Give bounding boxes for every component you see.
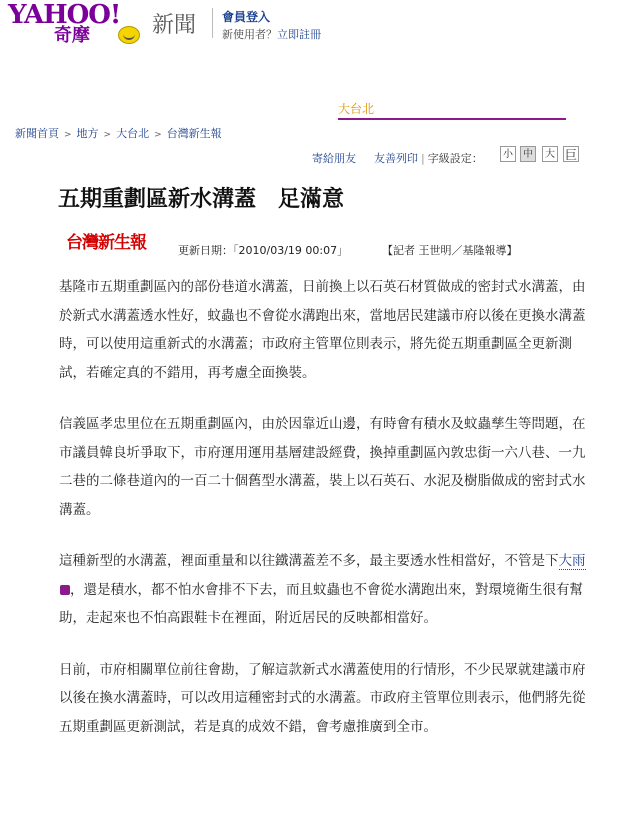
paragraph-text: 這種新型的水溝蓋，裡面重量和以往鐵溝蓋差不多，最主要透水性相當好，不管是下: [59, 553, 559, 569]
register-link[interactable]: 立即註冊: [277, 28, 321, 41]
header-divider: [212, 8, 213, 38]
breadcrumb-separator: >: [154, 130, 162, 140]
extra-large-font-button[interactable]: 巨: [564, 148, 577, 162]
keyword-link[interactable]: 大雨: [558, 553, 586, 569]
breadcrumb: [15, 125, 222, 141]
send-to-friend-link[interactable]: 寄給朋友: [312, 152, 356, 165]
login-link[interactable]: 會員登入: [222, 10, 271, 24]
region-underline: [338, 118, 566, 120]
register-prompt-text: 新使用者？: [222, 28, 277, 41]
section-name[interactable]: 新聞: [152, 13, 197, 38]
region-tab[interactable]: 大台北: [338, 102, 375, 116]
breadcrumb-source[interactable]: 台灣新生報: [166, 127, 222, 140]
font-size-large-button[interactable]: 大: [542, 146, 558, 162]
reporter-byline: 【記者 王世明／基隆報導】: [382, 244, 518, 257]
article-tools: 寄給朋友 友善列印 | 字級設定：: [312, 152, 483, 165]
breadcrumb-separator: >: [103, 130, 112, 140]
breadcrumb-separator: >: [64, 130, 72, 140]
font-size-label: 字級設定：: [427, 152, 483, 165]
updated-date: 更新日期：「2010/03/19 00:07」: [178, 244, 349, 257]
article-paragraph: 基隆市五期重劃區內的部份巷道水溝蓋，日前換上以石英石材質做成的密封式水溝蓋，由於新式水溝蓋透水性好，蚊蟲也不會從水溝跑出來，當地居民建議市府以後在更換水溝蓋時，可以使用這重新式的水溝蓋；市政府主管單位則表示，將先從五期重劃區全更新測試，若確定真的不錯用，再考慮全面換裝。: [59, 279, 586, 381]
register-prompt: [222, 26, 321, 42]
logo-subtitle: 奇摩: [54, 25, 90, 46]
logo-wordmark: YAHOO!: [8, 0, 121, 30]
source-logo: 台灣新生報: [66, 233, 146, 253]
yahoo-kimo-logo[interactable]: [8, 2, 148, 46]
article-paragraph: 信義區孝忠里位在五期重劃區內，由於因靠近山邊，有時會有積水及蚊蟲孳生等問題，在市議員韓良圻爭取下，市府運用運用基層建設經費，換掉重劃區內敦忠街一六八巷、一九二巷的二條巷道內的一百二十個舊型水溝蓋，裝上以石英石、水泥及樹脂做成的密封式水溝蓋。: [59, 416, 586, 518]
print-friendly-link[interactable]: 友善列印: [374, 152, 418, 165]
article-paragraph: [59, 547, 589, 633]
font-size-small-button[interactable]: 小: [500, 146, 516, 162]
keyword-search-icon[interactable]: [60, 585, 70, 595]
font-size-medium-button[interactable]: 中: [520, 146, 536, 162]
smiley-icon: [118, 26, 140, 44]
breadcrumb-taipei[interactable]: 大台北: [116, 127, 150, 140]
paragraph-text: ，還是積水，都不怕水會排不下去，而且蚊蟲也不會從水溝跑出來，對環境衛生很有幫助，走起來也不怕高跟鞋卡在裡面，附近居民的反映都相當好。: [59, 581, 583, 626]
breadcrumb-news-home[interactable]: 新聞首頁: [15, 127, 59, 140]
article-paragraph: 日前，市府相關單位前往會勘，了解這款新式水溝蓋使用的行情形，不少民眾就建議市府以後在換水溝蓋時，可以改用這種密封式的水溝蓋。市政府主管單位則表示，他們將先從五期重劃區更新測試，若是真的成效不錯，會考慮推廣到全市。: [59, 661, 586, 735]
article-title: 五期重劃區新水溝蓋 足滿意: [58, 186, 345, 212]
breadcrumb-local[interactable]: 地方: [76, 127, 99, 140]
article-body: [59, 273, 589, 764]
